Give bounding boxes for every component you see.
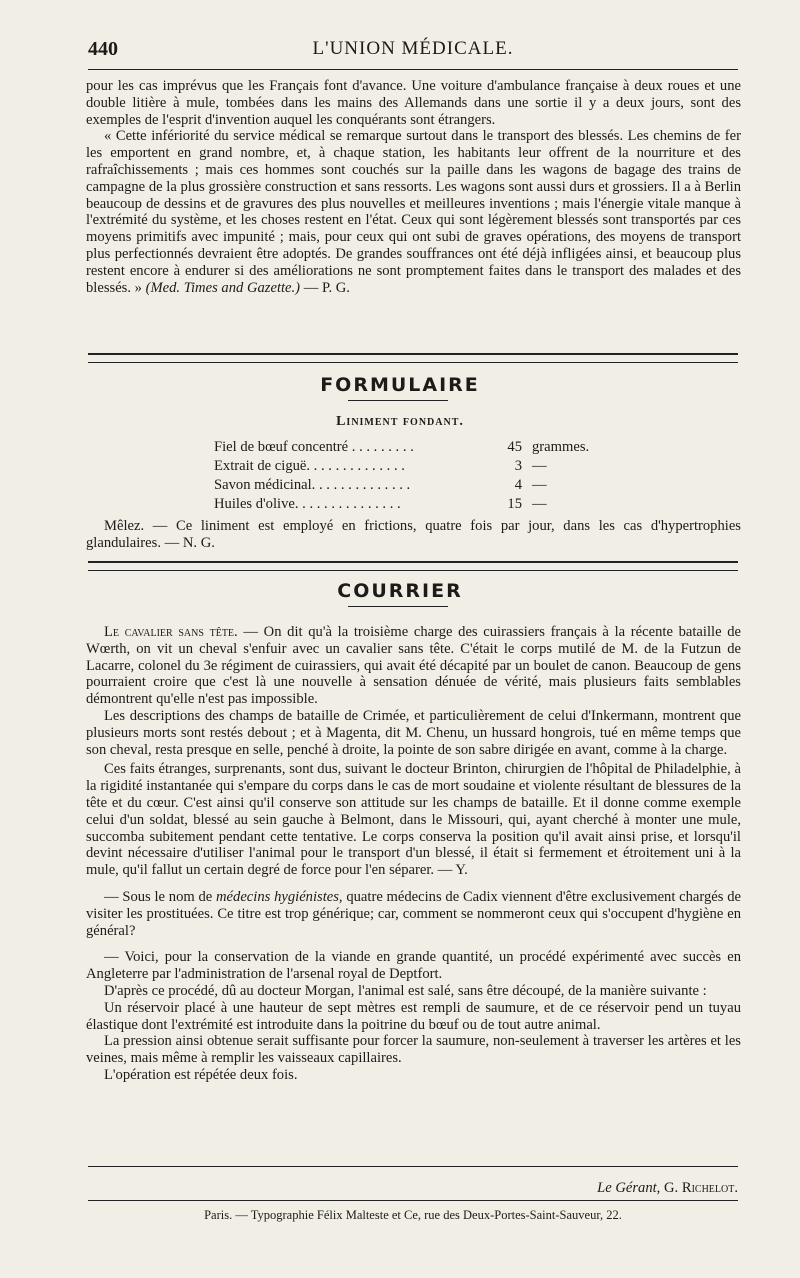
ingredient-row <box>214 476 632 495</box>
ingredient-quantity: 15 <box>507 496 522 512</box>
formula-title: Liniment fondant. <box>336 414 464 429</box>
ingredient-quantity: 4 <box>514 477 522 493</box>
footer-rule-top <box>88 1166 738 1167</box>
formula-note: Mêlez. — Ce liniment est employé en frictions, quatre fois par jour, dans les cas d'hypertrophies glandulaires. — N. G. <box>86 518 741 551</box>
meat-paragraph: La pression ainsi obtenue serait suffisante pour forcer la saumure, non-seulement à traverser les artères et les veines, mais même à remplir les vaisseaux capillaires. <box>86 1033 741 1067</box>
ingredient-quantity: 3 <box>514 458 522 474</box>
printer-imprint: Paris. — Typographie Félix Malteste et Ce, rue des Deux-Portes-Saint-Sauveur, 22. <box>204 1208 622 1222</box>
ingredient-unit: — <box>532 496 547 512</box>
signature <box>88 1180 738 1197</box>
ingredient-name: Huiles d'olive. . . . . . . . . . . . . . . <box>214 496 401 512</box>
ingredient-unit: — <box>532 458 547 474</box>
ingredient-row <box>214 457 632 476</box>
formulaire-heading-rule <box>348 400 448 401</box>
ingredient-quantity: 45 <box>507 439 522 455</box>
courrier-heading-rule <box>348 606 448 607</box>
ingredient-table <box>214 438 632 514</box>
intro-paragraph-1: pour les cas imprévus que les Français font d'avance. Une voiture d'ambulance française à deux roues et une double litière à mule, tombées dans les mains des Allemands dans une sortie il y a deux jours, sont des exemples de l'esprit d'invention auquel les conquérants sont étrangers. <box>86 78 741 128</box>
courrier-lead-title: Le cavalier sans tête. <box>104 624 238 640</box>
section-divider-courrier <box>88 561 738 571</box>
intro-signoff: — P. G. <box>303 279 350 296</box>
meat-paragraph: L'opération est répétée deux fois. <box>104 1066 298 1083</box>
courrier-heading: COURRIER <box>337 580 463 602</box>
ingredient-row <box>214 438 632 457</box>
courrier-lead-paragraph: Le cavalier sans tête. — On dit qu'à la troisième charge des cuirassiers français à la récente bataille de Wœrth, on vit un cheval s'enfuir avec un cavalier sans tête. C'était le corps mutilé de M. de la Futzun de Lacarre, colonel du 3e régiment de cuirassiers, qui avait été décapité par un boulet de canon. Beaucoup de gens pourraient croire que c'est là une nouvelle à sensation dénuée de vérité, mais plusieurs faits semblables démontrent qu'elle n'est pas impossible. <box>86 624 742 708</box>
ingredient-name: Savon médicinal. . . . . . . . . . . . . . <box>214 477 411 493</box>
intro-article <box>86 78 741 296</box>
ingredient-name: Extrait de ciguë. . . . . . . . . . . . . . <box>214 458 405 474</box>
meat-paragraph: — Voici, pour la conservation de la viande en grande quantité, un procédé expérimenté avec succès en Angleterre par l'administration de l'arsenal royal de Deptfort. <box>86 949 741 983</box>
formulaire-heading: FORMULAIRE <box>320 374 480 396</box>
running-title: L'UNION MÉDICALE. <box>312 38 514 59</box>
meat-paragraph: D'après ce procédé, dû au docteur Morgan, l'animal est salé, sans être découpé, de la manière suivante : <box>104 982 707 999</box>
courrier-article <box>86 624 741 1084</box>
formula-note-block <box>86 518 741 552</box>
header-rule <box>88 69 738 70</box>
section-divider-formulaire <box>88 353 738 363</box>
courrier-paragraph: Ces faits étranges, surprenants, sont dus, suivant le docteur Brinton, chirurgien de l'hôpital de Philadelphie, à la rigidité instantanée qui s'empare du corps dans le cas de mort soudaine et violente résultant de blessures de la tête et du cœur. C'est ainsi qu'il conserve son attitude sur les champs de bataille. Et il donne comme exemple celui d'un soldat, blessé au sein gauche à Belmont, dans le Missouri, qui, ayant cherché à monter une mule, succomba subitement pendant cette tentative. Le corps conserva la position qu'il avait ainsi prise, et lorsqu'il devint nécessaire d'utiliser l'animal pour le transport d'un blessé, il était si fermement et étroitement uni à la mule, qu'il fallut un certain degré de force pour l'en séparer. — Y. <box>86 761 741 879</box>
page-number: 440 <box>88 38 118 60</box>
intro-paragraph-2: « Cette infériorité du service médical se remarque surtout dans le transport des blessés. Les chemins de fer les emportent en grand nombre, et, à chaque station, les habitants leur offrent de la nourriture et des rafraîchissements ; mais ces hommes sont couchés sur la paille dans les wagons de bagage des trains de campagne de la plus grossière construction et sans ressorts. Les wagons sont aussi durs et grossiers. Il a à Berlin beaucoup de dessins et de gravures des plus nouvelles et meilleures inventions ; mais l'énergie vitale manque à l'extrémité du système, et les choses restent en l'état. Ceux qui sont légèrement blessés sont transportés par ces moyens primitifs avec impunité ; mais, pour ceux qui ont subi de graves opérations, des moyens de transport plus perfectionnés devraient être adoptés. De grandes souffrances ont été déjà infligées ainsi, et beaucoup plus restent encore à endurer si des améliorations ne sont promptement faites dans le transport des malades et des blessés. » (Med. Times and Gazette.) — P. G. <box>86 128 741 296</box>
signature-name: G. Richelot. <box>664 1180 738 1196</box>
hygiene-paragraph: — Sous le nom de médecins hygiénistes, quatre médecins de Cadix viennent d'être exclusivement chargés de visiter les prostituées. Ce titre est trop générique; car, comment se nommeront ceux qui s'occupent d'hygiène en général? <box>86 888 741 939</box>
courrier-paragraph: Les descriptions des champs de bataille de Crimée, et particulièrement de celui d'Inkermann, montrent que plusieurs morts sont restés debout ; et à Magenta, dit M. Chenu, un hussard hongrois, tué en même temps que son cheval, resta presque en selle, penché à droite, la pointe de son sabre dirigée en avant, comme à la charge. <box>86 707 741 758</box>
ingredient-row <box>214 495 632 514</box>
ingredient-unit: — <box>532 477 547 493</box>
signature-role: Le Gérant, <box>597 1180 661 1196</box>
meat-paragraph: Un réservoir placé à une hauteur de sept mètres est rempli de saumure, et de ce réservoir pend un tuyau élastique dont l'extrémité est introduite dans la poitrine du bœuf ou de tout autre animal. <box>86 999 741 1033</box>
intro-citation: (Med. Times and Gazette.) <box>145 279 301 296</box>
ingredient-name: Fiel de bœuf concentré . . . . . . . . . <box>214 439 414 455</box>
page-header <box>88 38 738 66</box>
footer-rule-bottom <box>88 1200 738 1201</box>
ingredient-unit: grammes. <box>532 439 590 455</box>
